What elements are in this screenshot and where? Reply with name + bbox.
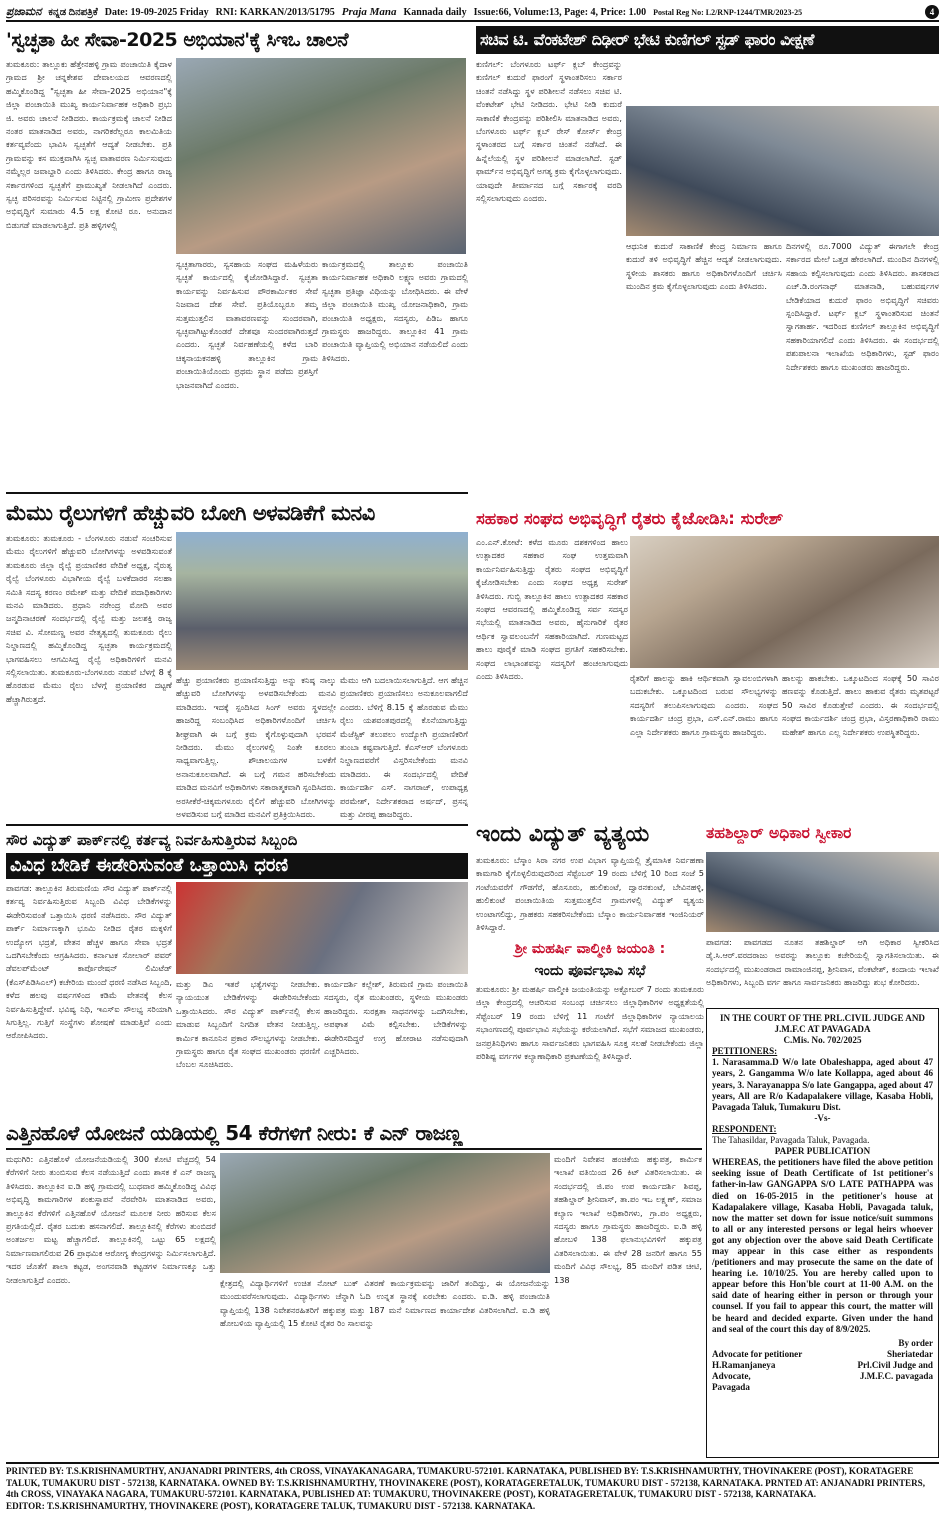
story-ettinahole-col2: ಕ್ಷೇತ್ರದಲ್ಲಿ ವಿದ್ಯಾರ್ಥಿಗಳಿಗೆ ಉಚಿತ ನೋಟ್ ಬುಕ್ ವಿತರಣೆ ಕಾರ್ಯಕ್ರಮವನ್ನು ಜಾರಿಗೆ ತಂದಿದ್ದು, ಈ ಯೋಜನೆಯನ್ನು ಮುಂದುವರೆಸಲಾಗುವುದು. ವಿದ್ಯಾರ್ಥಿಗಳು ಚೆನ್ನಾಗಿ ಓದಿ ಉನ್ನತ ಸ್ಥಾನಕ್ಕೆ ಏರಬೇಕು ಎಂದರು. ಐ.ಡಿ. ಹಳ್ಳಿ ಪಂಚಾಯಿತಿ ವ್ಯಾಪ್ತಿಯಲ್ಲಿ 138 ನಿವೇಶನರಹಿತರಿಗೆ ಹಕ್ಕುಪತ್ರ ಮತ್ತು 187 ಮನೆ ನಿರ್ಮಾಣದ ಕಾರ್ಯಾದೇಶ ವಿತರಿಸಲಾಗಿದೆ. ಐ.ಡಿ ಹಳ್ಳಿ ಹೋಬಳಿಯ ವ್ಯಾಪ್ತಿಯಲ್ಲಿ 15 ಕೋಟಿ ರೈತರ ರಿಂ ಸಾಲವನ್ನು bbox=[220, 1278, 550, 1329]
court-respondent-label: RESPONDENT: bbox=[712, 1123, 777, 1134]
headline-valmiki: ಶ್ರೀ ಮಹರ್ಷಿ ವಾಲ್ಮೀಕಿ ಜಯಂತಿ : bbox=[514, 941, 666, 957]
story-minister-col1: ಕುಣಿಗಲ್: ಬೆಂಗಳೂರು ಟರ್ಫ್ ಕ್ಲಬ್ ಕೇಂದ್ರವನ್ನು ಕುಣಿಗಲ್ ಕುದುರೆ ಫಾರಂಗೆ ಸ್ಥಳಾಂತರಿಸಲು ಸರ್ಕಾರ ಚಿಂತನೆ ನಡೆಸಿದ್ದು ಸ್ಥಳ ಪರಿಶೀಲನೆ ನಡೆಸಲು ಸಚಿವ ಟಿ. ವೆಂಕಟೇಶ್ ಭೇಟಿ ನೀಡಿದರು. ಭೇಟಿ ನೀಡಿ ಕುದುರೆ ಸಾಕಾಣಿಕೆ ಕೇಂದ್ರವನ್ನು ಪರಿಶೀಲಿಸಿ ಮಾತನಾಡಿದ ಅವರು, ಬೆಂಗಳೂರು ಟರ್ಫ್ ಕ್ಲಬ್ ರೇಸ್ ಕೋರ್ಸ್ ಕೇಂದ್ರ ಸ್ಥಳಾಂತರದ ಬಗ್ಗೆ ಸರ್ಕಾರ ಚಿಂತನೆ ನಡೆಸಿದೆ. ಈ ಹಿನ್ನೆಲೆಯಲ್ಲಿ ಸ್ಥಳ ಪರಿಶೀಲನೆ ಮಾಡಲಾಗಿದೆ. ಸ್ಟಡ್ ಫಾರ್ಮ್‌ನ ಅಭಿವೃದ್ಧಿಗೆ ಅಗತ್ಯ ಕ್ರಮ ಕೈಗೊಳ್ಳಲಾಗುವುದು. ಯಾವುದೇ ತೀರ್ಮಾನದ ಬಗ್ಗೆ ಸರ್ಕಾರಕ್ಕೆ ವರದಿ ಸಲ್ಲಿಸಲಾಗುವುದು ಎಂದರು. bbox=[476, 59, 622, 204]
headline-ettinahole: ಎತ್ತಿನಹೊಳೆ ಯೋಜನೆ ಯಡಿಯಲ್ಲಿ 54 ಕೆರೆಗಳಿಗೆ ನೀರು: ಕೆ ಎನ್ ರಾಜಣ್ಣ bbox=[6, 1121, 463, 1145]
story-swachhata-col1: ತುಮಕೂರು: ತಾಲ್ಲೂಕು ಹೆತ್ತೇನಹಳ್ಳಿ ಗ್ರಾಮ ಪಂಚಾಯಿತಿ ಕೈದಾಳ ಗ್ರಾಮದ ಶ್ರೀ ಚನ್ನಕೇಶವ ದೇವಾಲಯದ ಆವರಣದಲ್ಲಿ ಹಮ್ಮಿಕೊಂಡಿದ್ದ "ಸ್ವಚ್ಛತಾ ಹೀ ಸೇವಾ-2025 ಅಭಿಯಾನ"ಕ್ಕೆ ಜಿಲ್ಲಾ ಪಂಚಾಯಿತಿ ಮುಖ್ಯ ಕಾರ್ಯನಿರ್ವಾಹಕ ಅಧಿಕಾರಿ ಪ್ರಭು ಜಿ. ಅವರು ಚಾಲನೆ ನೀಡಿದರು. ಕಾರ್ಯಕ್ರಮಕ್ಕೆ ಚಾಲನೆ ನೀಡಿದ ನಂತರ ಮಾತನಾಡಿದ ಅವರು, ನಾಗರಿಕರೆಲ್ಲರೂ ಕಾಲಮಿತಿಯ ಕರ್ತವ್ಯವೆಂದು ಭಾವಿಸಿ ಸ್ವಚ್ಛತೆಗೆ ಆದ್ಯತೆ ನೀಡಬೇಕು. ಪ್ರತಿ ಗ್ರಾಮವನ್ನು ಕಸ ಮುಕ್ತವಾಗಿಸಿ ಸ್ವಚ್ಛ ವಾತಾವರಣ ನಿರ್ಮಿಸುವುದು ನಮ್ಮೆಲ್ಲರ ಜವಾಬ್ದಾರಿ ಎಂದು ತಿಳಿಸಿದರು. ಕೇಂದ್ರ ಹಾಗೂ ರಾಜ್ಯ ಸರ್ಕಾರಗಳಿಂದ ಸ್ವಚ್ಛತೆಗೆ ಪ್ರಾಮುಖ್ಯತೆ ನೀಡಲಾಗಿದೆ ಎಂದರು. ಸ್ವಚ್ಛ ಪರಿಸರವನ್ನು ನಿರ್ಮಿಸುವ ನಿಟ್ಟಿನಲ್ಲಿ ಗ್ರಾಮೀಣ ಪ್ರದೇಶಗಳ ಅಭಿವೃದ್ಧಿಗೆ ಸುಮಾರು 4.5 ಲಕ್ಷ ಕೋಟಿ ರೂ. ಅನುದಾನ ಬಿಡುಗಡೆ ಮಾಡಲಾಗುತ್ತಿದೆ. ಪ್ರತಿ ಹಳ್ಳಿಗಳಲ್ಲಿ bbox=[6, 59, 172, 230]
headline-meeting: ಇಂದು ಪೂರ್ವಭಾವಿ ಸಭೆ bbox=[534, 963, 646, 979]
court-case-number: C.Mis. No. 702/2025 bbox=[783, 1035, 862, 1046]
masthead-name: Praja Mana bbox=[341, 6, 397, 18]
story-cooperative-col1: ಎಂ.ಎನ್.ಕೋಟೆ: ಕಳೆದ ಮೂರು ದಶಕಗಳಿಂದ ಹಾಲು ಉತ್ಪಾದಕರ ಸಹಕಾರ ಸಂಘ ಉತ್ತಮವಾಗಿ ಕಾರ್ಯನಿರ್ವಹಿಸುತ್ತಿದ್ದು ರೈತರು ಸಂಘದ ಅಭಿವೃದ್ಧಿಗೆ ಕೈಜೋಡಿಸಬೇಕು ಎಂದು ಸಂಘದ ಅಧ್ಯಕ್ಷ ಸುರೇಶ್ ತಿಳಿಸಿದರು. ಗುಬ್ಬಿ ತಾಲ್ಲೂಕಿನ ಹಾಲು ಉತ್ಪಾದಕರ ಸಹಕಾರ ಸಂಘದ ಆವರಣದಲ್ಲಿ ಹಮ್ಮಿಕೊಂಡಿದ್ದ ಸರ್ವ ಸದಸ್ಯರ ಸಭೆಯಲ್ಲಿ ಮಾತನಾಡಿದ ಅವರು, ಹೈನುಗಾರಿಕೆ ರೈತರ ಆರ್ಥಿಕ ಸ್ವಾವಲಂಬನೆಗೆ ಸಹಕಾರಿಯಾಗಿದೆ. ಗುಣಮಟ್ಟದ ಹಾಲು ಪೂರೈಕೆ ಮಾಡಿ ಸಂಘದ ಪ್ರಗತಿಗೆ ಸಹಕರಿಸಬೇಕು. ಸಂಘದ ಲಾಭಾಂಶವನ್ನು ಸದಸ್ಯರಿಗೆ ಹಂಚಲಾಗುವುದು ಎಂದು ತಿಳಿಸಿದರು. bbox=[476, 537, 628, 682]
imprint-footer bbox=[6, 1462, 939, 1520]
headline-cooperative: ಸಹಕಾರ ಸಂಘದ ಅಭಿವೃದ್ಧಿಗೆ ರೈತರು ಕೈಜೋಡಿಸಿ: ಸುರೇಶ್ bbox=[476, 508, 784, 528]
court-petitioners-label: PETITIONERS: bbox=[712, 1046, 778, 1057]
court-sign-sheriatedar: Sheriatedar bbox=[887, 1348, 933, 1359]
masthead-issue: Issue:66, Volume:13, Page: 4, Price: 1.00 bbox=[473, 6, 647, 18]
story-swachhata-col3: ಕಾರ್ಯಕ್ರಮದಲ್ಲಿ ತಾಲ್ಲೂಕು ಪಂಚಾಯಿತಿ ಕಾರ್ಯನಿರ್ವಾಹಕ ಅಧಿಕಾರಿ ಲಕ್ಷ್ಮಣ ಅವರು ಗ್ರಾಮದಲ್ಲಿ ಸ್ವಚ್ಛತಾ ಪ್ರತಿಜ್ಞಾ ವಿಧಿಯನ್ನು ಬೋಧಿಸಿದರು. ಈ ವೇಳೆ ಜಿಲ್ಲಾ ಪಂಚಾಯಿತಿ ಮುಖ್ಯ ಯೋಜನಾಧಿಕಾರಿ, ಗ್ರಾಮ ಪಂಚಾಯಿತಿ ಅಧ್ಯಕ್ಷರು, ಸದಸ್ಯರು, ಪಿಡಿಒ ಹಾಗೂ ಗ್ರಾಮಸ್ಥರು ಹಾಜರಿದ್ದರು. ತಾಲ್ಲೂಕಿನ 41 ಗ್ರಾಮ ಪಂಚಾಯಿತಿ ವ್ಯಾಪ್ತಿಯಲ್ಲಿ ಅಭಿಯಾನ ನಡೆಯಲಿದೆ ಎಂದು ತಿಳಿಸಿದರು. bbox=[322, 259, 468, 363]
masthead-name-sub: Kannada daily bbox=[403, 6, 467, 18]
headline-memu-train: ಮೆಮು ರೈಲುಗಳಿಗೆ ಹೆಚ್ಚುವರಿ ಬೋಗಿ ಅಳವಡಿಕೆಗೆ ಮನವಿ bbox=[6, 500, 375, 525]
court-sign-judge: Prl.Civil Judge and bbox=[857, 1359, 933, 1370]
imprint-editor: EDITOR: T.S.KRISHNAMURTHY, THOVINAKERE (POST), KORATAGERE TALUK, TUMAKURU DIST - 572138. KARNATAKA. bbox=[6, 1500, 536, 1511]
court-order: By order bbox=[898, 1337, 933, 1348]
court-notice bbox=[706, 1008, 939, 1458]
court-body: WHEREAS, the petitioners have filed the above petition seeking issue of Death Certificate of 1st petitioner's father-in-law GANGAPPA S/O LATE PATHAPPA was died on 16-05-2015 in the petitioner's house at Kadapalakere village, Kasaba Hobli, Pavagada taluk, now the matter set down for issue notice/suit summons to all or any interested persons or legal heirs whoever got any objection over the above said Death Certificate may appear in this case either as respondents /petitioners and may prosecute the same on the date of hearing i.e. 10/10/25. You are hereby called upon to appear before this Hon'ble court at 11-00 A.M. on the said date of hearing either in person or through your counsel. If you fail to appear this court, the matter will be heard and decided exparte. Given under the hand and seal of the court this day of 8/9/2025. bbox=[712, 1157, 933, 1334]
court-signatures bbox=[712, 1349, 933, 1393]
court-publication-title: PAPER PUBLICATION bbox=[774, 1146, 871, 1157]
court-respondent: The Tahasildar, Pavagada Taluk, Pavagada. bbox=[712, 1135, 870, 1146]
story-minister-col3: ದಿನಗಳಲ್ಲಿ ರೂ.7000 ವಿದ್ಯುತ್ ಈಗಾಗಲೇ ಕೇಂದ್ರ ಸರ್ಕಾರದ ಮೇಲೆ ಒತ್ತಡ ಹೇರಲಾಗಿದೆ. ಮುಂದಿನ ದಿನಗಳಲ್ಲಿ ಸಹಾಯ ಕಲ್ಪಿಸಲಾಗುವುದು ಎಂದು ತಿಳಿಸಿದರು. ಶಾಸಕರಾದ ಎಚ್.ಡಿ.ರಂಗನಾಥ್ ಮಾತನಾಡಿ, ಬಹುವರ್ಷಗಳ ಬೇಡಿಕೆಯಾದ ಕುದುರೆ ಫಾರಂ ಅಭಿವೃದ್ಧಿಗೆ ಸಚಿವರು ಸ್ಪಂದಿಸಿದ್ದಾರೆ. ಟರ್ಫ್ ಕ್ಲಬ್ ಸ್ಥಳಾಂತರಿಸುವ ಚಿಂತನೆ ಸ್ವಾಗತಾರ್ಹ. ಇದರಿಂದ ಕುಣಿಗಲ್ ತಾಲ್ಲೂಕಿನ ಅಭಿವೃದ್ಧಿಗೆ ಸಹಕಾರಿಯಾಗಲಿದೆ ಎಂದು ತಿಳಿಸಿದರು. ಈ ಸಂದರ್ಭದಲ್ಲಿ ಪಶುಪಾಲನಾ ಇಲಾಖೆಯ ಅಧಿಕಾರಿಗಳು, ಸ್ಟಡ್ ಫಾರಂ ನಿರ್ದೇಶಕರು ಹಾಗೂ ಮುಖಂಡರು ಹಾಜರಿದ್ದರು. bbox=[786, 241, 939, 372]
masthead-tagline: ಕನ್ನಡ ದಿನಪತ್ರಿಕೆ bbox=[48, 6, 98, 18]
masthead-date: Date: 19-09-2025 Friday bbox=[104, 6, 209, 18]
court-advocate-block bbox=[712, 1349, 802, 1393]
court-judge-block bbox=[857, 1349, 933, 1393]
story-solar-col3: ಕಾರ್ಯದರ್ಶಿ ಕಲ್ಲೇಶ್, ತಿರುಮಣಿ ಗ್ರಾಮ ಪಂಚಾಯಿತಿ ಸದಸ್ಯರು, ರೈತ ಮುಖಂಡರು, ಸ್ಥಳೀಯ ಮುಖಂಡರು ಹಾಜರಿದ್ದರು. ಸುರಕ್ಷತಾ ಸಾಧನಗಳನ್ನು ಒದಗಿಸಬೇಕು, ಅಪಘಾತ ವಿಮೆ ಕಲ್ಪಿಸಬೇಕು. ಬೇಡಿಕೆಗಳನ್ನು ಈಡೇರಿಸದಿದ್ದರೆ ಉಗ್ರ ಹೋರಾಟ ನಡೆಸುವುದಾಗಿ ಎಚ್ಚರಿಸಿದರು. bbox=[324, 979, 468, 1057]
masthead bbox=[6, 4, 939, 22]
court-advocate-place: Pavagada bbox=[712, 1382, 750, 1393]
photo-solar-protest bbox=[176, 882, 468, 974]
page-number: 4 bbox=[925, 5, 939, 19]
court-sign-jmfc: J.M.F.C. pavagada bbox=[859, 1371, 933, 1381]
story-swachhata-col2: ಸ್ವಚ್ಛತಾಗಾರರು, ಸ್ವಸಹಾಯ ಸಂಘದ ಮಹಿಳೆಯರು ಸ್ವಚ್ಛತೆ ಕಾರ್ಯದಲ್ಲಿ ಕೈಜೋಡಿಸಿದ್ದಾರೆ. ಸ್ವಚ್ಛತಾ ಕಾರ್ಯವನ್ನು ನಿರ್ವಹಿಸುವ ಪೌರಕಾರ್ಮಿಕರ ಸೇವೆ ನಿಜವಾದ ದೇಶ ಸೇವೆ. ಪ್ರತಿಯೊಬ್ಬರೂ ತಮ್ಮ ಸುತ್ತಮುತ್ತಲಿನ ವಾತಾವರಣವನ್ನು ಸುಂದರವಾಗಿ, ಸ್ವಚ್ಛವಾಗಿಟ್ಟುಕೊಂಡರೆ ದೇಶವೂ ಸುಂದರವಾಗಿರುತ್ತದೆ ಎಂದರು. ಸ್ವಚ್ಛತೆ ನಿರ್ವಹಣೆಯಲ್ಲಿ ಕಳೆದ ಬಾರಿ ಚಿಕ್ಕನಾಯಕನಹಳ್ಳಿ ತಾಲ್ಲೂಕಿನ ಗ್ರಾಮ ಪಂಚಾಯಿತಿಯೊಂದು ಪ್ರಥಮ ಸ್ಥಾನ ಪಡೆದು ಪ್ರಶಸ್ತಿಗೆ ಭಾಜನವಾಗಿದೆ ಎಂದರು. bbox=[176, 259, 318, 390]
masthead-logo: ಪ್ರಜಾಮನ bbox=[6, 5, 42, 18]
headline-solar-staff: ಸೌರ ವಿದ್ಯುತ್ ಪಾರ್ಕ್‌ನಲ್ಲಿ ಕರ್ತವ್ಯ ನಿರ್ವಹಿಸುತ್ತಿರುವ ಸಿಬ್ಬಂದಿ bbox=[6, 830, 298, 849]
court-advocate-role: Advocate, bbox=[712, 1371, 751, 1381]
story-ettinahole-col3: ಮಂದಿಗೆ ನಿವೇಶನ ಹಂಚಿಕೆಯ ಹಕ್ಕುಪತ್ರ, ಕಾರ್ಮಿಕ ಇಲಾಖೆ ವತಿಯಿಂದ 26 ಕಿಟ್ ವಿತರಿಸಲಾಯಿತು. ಈ ಸಂದರ್ಭದಲ್ಲಿ ಜಿ.ಪಂ ಉಪ ಕಾರ್ಯದರ್ಶಿ ಶಿವಪ್ಪ, ತಹಶಿಲ್ದಾರ್ ಶ್ರೀನಿವಾಸ್, ತಾ.ಪಂ ಇಒ ಲಕ್ಷ್ಮಣ್, ಸಮಾಜ ಕಲ್ಯಾಣ ಇಲಾಖೆ ಅಧಿಕಾರಿಗಳು, ಗ್ರಾ.ಪಂ ಅಧ್ಯಕ್ಷರು, ಸದಸ್ಯರು ಹಾಗೂ ಗ್ರಾಮಸ್ಥರು ಹಾಜರಿದ್ದರು. ಐ.ಡಿ ಹಳ್ಳಿ ಹೋಬಳಿ 138 ಫಲಾನುಭವಿಗಳಿಗೆ ಹಕ್ಕುಪತ್ರ ವಿತರಿಸಲಾಯಿತು. ಈ ವೇಳೆ 28 ಜನರಿಗೆ ಹಾಗೂ 55 ಮಂದಿಗೆ ವಿವಿಧ ಸೌಲಭ್ಯ, 85 ಮಂದಿಗೆ ಪಡಿತ ಚೀಟಿ, 138 bbox=[554, 1154, 702, 1285]
headline-protest: ವಿವಿಧ ಬೇಡಿಕೆ ಈಡೇರಿಸುವಂತೆ ಒತ್ತಾಯಿಸಿ ಧರಣಿ bbox=[6, 853, 468, 879]
story-memu-col2: ಹೆಚ್ಚು ಪ್ರಯಾಣಿಕರು ಪ್ರಯಾಣಿಸುತ್ತಿದ್ದು ಅನ್ನು ಕನಿಷ್ಠ ನಾಲ್ಕು ಹೆಚ್ಚುವರಿ ಬೋಗಿಗಳನ್ನು ಅಳವಡಿಸಬೇಕೆಂದು ಮನವಿ ಮಾಡಿದರು. ಇದಕ್ಕೆ ಸ್ಪಂದಿಸಿದ ಸಿಂಗ್ ಅವರು ಸ್ಥಳದಲ್ಲೇ ಹಾಜರಿದ್ದ ಸಂಬಂಧಿಸಿದ ಅಧಿಕಾರಿಗಳೊಂದಿಗೆ ಚರ್ಚಿಸಿ ಶೀಘ್ರವಾಗಿ ಈ ಬಗ್ಗೆ ಕ್ರಮ ಕೈಗೊಳ್ಳುವುದಾಗಿ ಭರವಸೆ ನೀಡಿದರು. ಮೆಮು ರೈಲುಗಳಲ್ಲಿ ನಿಂತೇ ಕೂರಲು ಸಾಧ್ಯವಾಗುತ್ತಿಲ್ಲ. ಶೌಚಾಲಯಗಳ ಬಳಕೆಗೆ ಅನಾನುಕೂಲವಾಗಿದೆ. ಈ ಬಗ್ಗೆ ಗಮನ ಹರಿಸಬೇಕೆಂದು ಮಾಡಿದ ಮನವಿಗೆ ಅಧಿಕಾರಿಗಳು ಸಕಾರಾತ್ಮಕವಾಗಿ ಸ್ಪಂದಿಸಿದರು. ಅರಸೀಕೆರೆ-ಚಿಕ್ಕಮಗಳೂರು ರೈಲಿಗೆ ಹೆಚ್ಚುವರಿ ಬೋಗಿಗಳನ್ನು ಅಳವಡಿಸುವ ಬಗ್ಗೆ ಮಾಡಿದ ಮನವಿಗೆ ಪ್ರತಿಕ್ರಿಯಿಸಿದರು. bbox=[176, 675, 336, 820]
story-power-cut: ತುಮಕೂರು: ಬೆಸ್ಕಾಂ ಸಿರಾ ನಗರ ಉಪ ವಿಭಾಗ ವ್ಯಾಪ್ತಿಯಲ್ಲಿ ತ್ರೈಮಾಸಿಕ ನಿರ್ವಹಣಾ ಕಾಮಗಾರಿ ಕೈಗೊಳ್ಳಲಿರುವುದರಿಂದ ಸೆಪ್ಟೆಂಬರ್ 19 ರಂದು ಬೆಳಿಗ್ಗೆ 10 ರಿಂದ ಸಂಜೆ 5 ಗಂಟೆಯವರೆಗೆ ಗೌಡಗೆರೆ, ಹೊಸೂರು, ಹುಲಿಕುಂಟೆ, ದ್ವಾರನಕುಂಟೆ, ಬೇವಿನಹಳ್ಳಿ, ಹುಲಿಕುಂಟೆ ಪಂಚಾಯಿತಿಯ ಸುತ್ತಮುತ್ತಲಿನ ಗ್ರಾಮಗಳಲ್ಲಿ ವಿದ್ಯುತ್ ವ್ಯತ್ಯಯ ಉಂಟಾಗಲಿದ್ದು, ಗ್ರಾಹಕರು ಸಹಕರಿಸಬೇಕೆಂದು ಬೆಸ್ಕಾಂ ಕಾರ್ಯನಿರ್ವಾಹಕ ಇಂಜಿನಿಯರ್ ತಿಳಿಸಿದ್ದಾರೆ. bbox=[476, 855, 704, 933]
story-cooperative-col3: ಹಾಲನ್ನು ಹಾಕಬೇಕು. ಒಕ್ಕೂಟದಿಂದ ಸಂಘಕ್ಕೆ 50 ಸಾವಿರ ಹಣವನ್ನು ಕೊಡುತ್ತಿದೆ. ಹಾಲು ಹಾಕುವ ರೈತರು ಮೃತಪಟ್ಟರೆ 50 ಸಾವಿರ ಕೊಡುತ್ತೇವೆ ಎಂದರು. ಈ ಸಂದರ್ಭದಲ್ಲಿ ಸಂಘದ ಕಾರ್ಯದರ್ಶಿ ಚಂದ್ರ ಪ್ರಭಾ, ವಿಸ್ತರಣಾಧಿಕಾರಿ ರಾಮು ಮಹೇಶ್ ಹಾಗೂ ಎಲ್ಲ ನಿರ್ದೇಶಕರು ಉಪಸ್ಥಿತರಿದ್ದರು. bbox=[782, 673, 939, 737]
divider-ettinahole bbox=[6, 1148, 702, 1150]
photo-ettinahole bbox=[220, 1153, 550, 1273]
divider-memu bbox=[6, 492, 468, 494]
photo-stud-farm bbox=[626, 106, 939, 236]
story-memu-col1: ತುಮಕೂರು: ತುಮಕೂರು - ಬೆಂಗಳೂರು ನಡುವೆ ಸಂಚರಿಸುವ ಮೆಮು ರೈಲುಗಳಿಗೆ ಹೆಚ್ಚುವರಿ ಬೋಗಿಗಳನ್ನು ಅಳವಡಿಸುವಂತೆ ತುಮಕೂರು ಜಿಲ್ಲಾ ರೈಲ್ವೆ ಪ್ರಯಾಣಿಕರ ವೇದಿಕೆ ಅಧ್ಯಕ್ಷ, ನೈರುತ್ಯ ರೈಲ್ವೆ ಬೆಂಗಳೂರು ವಿಭಾಗೀಯ ರೈಲ್ವೆ ಬಳಕೆದಾರರ ಸಲಹಾ ಸಮಿತಿ ಸದಸ್ಯ ಕರಣಂ ರಮೇಶ್ ಮತ್ತು ವೇದಿಕೆ ಪದಾಧಿಕಾರಿಗಳು ಮನವಿ ಮಾಡಿದರು. ಪ್ರಧಾನಿ ನರೇಂದ್ರ ಮೋದಿ ಅವರ ಜನ್ಮದಿನಾಚರಣೆ ಸಂದರ್ಭದಲ್ಲಿ ರೈಲ್ವೆ ಮತ್ತು ಜಲಶಕ್ತಿ ರಾಜ್ಯ ಸಚಿವ ವಿ. ಸೋಮಣ್ಣ ಅವರ ನೇತೃತ್ವದಲ್ಲಿ ತುಮಕೂರು ರೈಲು ನಿಲ್ದಾಣದಲ್ಲಿ ಹಮ್ಮಿಕೊಂಡಿದ್ದ ಸ್ವಚ್ಛತಾ ಕಾರ್ಯಕ್ರಮದಲ್ಲಿ ಭಾಗವಹಿಸಲು ಆಗಮಿಸಿದ್ದ ರೈಲ್ವೆ ಅಧಿಕಾರಿಗಳಿಗೆ ಮನವಿ ಸಲ್ಲಿಸಲಾಯಿತು. ತುಮಕೂರು-ಬೆಂಗಳೂರು ನಡುವೆ ಬೆಳಗ್ಗೆ 8 ಕ್ಕೆ ಹೊರಡುವ ಮೆಮು ರೈಲು ಬೆಳಗ್ಗೆ ಪ್ರಯಾಣಿಕರ ದಟ್ಟಣೆ ಹೆಚ್ಚಾಗಿರುತ್ತದೆ. bbox=[6, 533, 172, 704]
headline-power-cut: ಇಂದು ವಿದ್ಯುತ್ ವ್ಯತ್ಯಯ bbox=[476, 822, 650, 847]
photo-swachhata-event bbox=[176, 58, 466, 254]
story-solar-col1: ಪಾವಗಡ: ತಾಲ್ಲೂಕಿನ ತಿರುಮಣಿಯ ಸೌರ ವಿದ್ಯುತ್ ಪಾರ್ಕ್‌ನಲ್ಲಿ ಕರ್ತವ್ಯ ನಿರ್ವಹಿಸುತ್ತಿರುವ ಸಿಬ್ಬಂದಿ ವಿವಿಧ ಬೇಡಿಕೆಗಳನ್ನು ಈಡೇರಿಸುವಂತೆ ಒತ್ತಾಯಿಸಿ ಧರಣಿ ನಡೆಸಿದರು. ಸೌರ ವಿದ್ಯುತ್ ಪಾರ್ಕ್ ನಿರ್ಮಾಣಕ್ಕಾಗಿ ಭೂಮಿ ನೀಡಿದ ರೈತರ ಮಕ್ಕಳಿಗೆ ಉದ್ಯೋಗ ಭದ್ರತೆ, ವೇತನ ಹೆಚ್ಚಳ ಹಾಗೂ ಸೇವಾ ಭದ್ರತೆ ಒದಗಿಸಬೇಕೆಂದು ಆಗ್ರಹಿಸಿದರು. ಕರ್ನಾಟಕ ಸೋಲಾರ್ ಪವರ್ ಡೆವಲಪ್‌ಮೆಂಟ್ ಕಾರ್ಪೊರೇಷನ್ ಲಿಮಿಟೆಡ್ (ಕೆಎಸ್‌ಪಿಡಿಸಿಎಲ್) ಕಚೇರಿಯ ಮುಂದೆ ಧರಣಿ ನಡೆಸಿದ ಸಿಬ್ಬಂದಿ, ಕಳೆದ ಹಲವು ವರ್ಷಗಳಿಂದ ಕಡಿಮೆ ವೇತನಕ್ಕೆ ಕೆಲಸ ನಿರ್ವಹಿಸುತ್ತಿದ್ದೇವೆ. ಭವಿಷ್ಯ ನಿಧಿ, ಇಎಸ್‌ಐ ಸೌಲಭ್ಯ ಸರಿಯಾಗಿ ಸಿಗುತ್ತಿಲ್ಲ. ಗುತ್ತಿಗೆ ಸಂಸ್ಥೆಗಳು ಶೋಷಣೆ ಮಾಡುತ್ತಿವೆ ಎಂದು ಆರೋಪಿಸಿದರು. bbox=[6, 883, 172, 1041]
masthead-postal: Postal Reg No: L2/RNP-1244/TMR/2023-25 bbox=[653, 7, 803, 17]
story-solar-col2: ಮತ್ತು ಡಿಎ ಇತರೆ ಭತ್ಯೆಗಳನ್ನು ನೀಡಬೇಕು. ನ್ಯಾಯಯುತ ಬೇಡಿಕೆಗಳನ್ನು ಈಡೇರಿಸಬೇಕೆಂದು ಒತ್ತಾಯಿಸಿದರು. ಸೌರ ವಿದ್ಯುತ್ ಪಾರ್ಕ್‌ನಲ್ಲಿ ಕೆಲಸ ಮಾಡುವ ಸಿಬ್ಬಂದಿಗೆ ನಿಗದಿತ ವೇತನ ನೀಡುತ್ತಿಲ್ಲ. ಕಾರ್ಮಿಕ ಕಾನೂನಿನ ಪ್ರಕಾರ ಸೌಲಭ್ಯಗಳನ್ನು ನೀಡಬೇಕು. ಗ್ರಾಮಸ್ಥರು ಹಾಗೂ ರೈತ ಸಂಘದ ಮುಖಂಡರು ಧರಣಿಗೆ ಬೆಂಬಲ ಸೂಚಿಸಿದರು. bbox=[176, 979, 320, 1070]
masthead-rni: RNI: KARKAN/2013/51795 bbox=[215, 6, 335, 18]
photo-tahsildar bbox=[706, 852, 939, 932]
story-cooperative-col2: ರೈತರಿಗೆ ಹಾಲನ್ನು ಹಾಕಿ ಆರ್ಥಿಕವಾಗಿ ಸ್ವಾವಲಂಬಿಗಳಾಗಿ ಬದುಕಬೇಕು. ಒಕ್ಕೂಟದಿಂದ ಬರುವ ಸೌಲಭ್ಯಗಳನ್ನು ಸದಸ್ಯರಿಗೆ ತಲುಪಿಸಲಾಗುವುದು ಎಂದರು. ಸಂಘದ ಕಾರ್ಯದರ್ಶಿ ಚಂದ್ರ ಪ್ರಭಾ, ಎಸ್.ಎನ್.ರಾಮು ಹಾಗೂ ಎಲ್ಲಾ ನಿರ್ದೇಶಕರು ಹಾಗೂ ಗ್ರಾಮಸ್ಥರು ಹಾಜರಿದ್ದರು. bbox=[630, 673, 778, 737]
court-petitioners: 1. Narasamma.D W/o late Obaleshappa, aged about 47 years, 2. Gangamma W/o late Kollappa, aged about 46 years, 3. Narayanappa S/o late Gangappa, aged about 47 years, All are R/o Kadapalakere village, Kasaba Hobli, Pavagada Taluk, Tumakuru Dist. bbox=[712, 1057, 933, 1112]
story-memu-col3: ಮೆಮು ಆಗಿ ಬದಲಾಯಿಸಲಾಗುತ್ತಿದೆ. ಆಗ ಹೆಚ್ಚಿನ ಪ್ರಯಾಣಿಕರು ಪ್ರಯಾಣಿಸಲು ಅನುಕೂಲವಾಗಲಿದೆ ಎಂದರು. ಬೆಳಿಗ್ಗೆ 8.15 ಕ್ಕೆ ಹೊರಡುವ ಮೆಮು ರೈಲು ಯಶವಂತಪುರದಲ್ಲಿ ಕೊನೆಯಾಗುತ್ತಿದ್ದು ಮೆಜೆಸ್ಟಿಕ್ ತಲುಪಲು ಉದ್ಯೋಗಿ ಪ್ರಯಾಣಿಕರಿಗೆ ತುಂಬಾ ಕಷ್ಟವಾಗುತ್ತಿದೆ. ಕೆಎಸ್‌ಆರ್ ಬೆಂಗಳೂರು ನಿಲ್ದಾಣದವರೆಗೆ ವಿಸ್ತರಿಸಬೇಕೆಂದು ಮನವಿ ಮಾಡಿದರು. ಈ ಸಂದರ್ಭದಲ್ಲಿ ವೇದಿಕೆ ಕಾರ್ಯದರ್ಶಿ ಎಸ್. ನಾಗರಾಜ್, ಉಪಾಧ್ಯಕ್ಷ ಪರಮೇಶ್, ನಿರ್ದೇಶಕರಾದ ಅರ್ಷದ್, ಪ್ರಸನ್ನ ಮತ್ತು ವೀರಪ್ಪ ಹಾಜರಿದ್ದರು. bbox=[340, 675, 468, 820]
headline-swachhata: 'ಸ್ವಚ್ಛತಾ ಹೀ ಸೇವಾ-2025 ಅಭಿಯಾನ'ಕ್ಕೆ ಸಿಇಒ ಚಾಲನೆ bbox=[6, 28, 348, 51]
imprint-line1: PRINTED BY: T.S.KRISHNAMURTHY, ANJANADRI PRINTERS, 4th CROSS, VINAYAKANAGARA, TUMAKURU-572101. KARNATAKA, PUBLISHED BY: T.S.KRISHNAMURTHY, THOVINAKERE (POST), KORATAGERE TALUK, TUMAKURU DIST - 572138, KARNATAKA. OWNED BY: T.S.KRISHNAMURTHY, THOVINAKERE (POST), KORATAGERETALUK, TUMAKURU DIST - 572138, KARNATAKA. PRNTED AT: ANJANADRI PRINTERS, 4th CROSS, VINAYAKA NAGARA, TUMAKURU-572101. KARNATAKA, PUBLISHED AT: TUMAKURU, THOVINAKERE (POST), KORATAGERETALUK, TUMAKURU DIST - 572138, KARNATAKA. bbox=[6, 1466, 925, 1499]
story-minister-col2: ಆಧುನಿಕ ಕುದುರೆ ಸಾಕಾಣಿಕೆ ಕೇಂದ್ರ ನಿರ್ಮಾಣ ಹಾಗೂ ಕುದುರೆ ತಳಿ ಅಭಿವೃದ್ಧಿಗೆ ಹೆಚ್ಚಿನ ಆದ್ಯತೆ ನೀಡಲಾಗುವುದು. ಸ್ಥಳೀಯ ಶಾಸಕರು ಹಾಗೂ ಅಧಿಕಾರಿಗಳೊಂದಿಗೆ ಚರ್ಚಿಸಿ ಮುಂದಿನ ಕ್ರಮ ಕೈಗೊಳ್ಳಲಾಗುವುದು ಎಂದು ತಿಳಿಸಿದರು. bbox=[626, 241, 782, 292]
photo-cooperative bbox=[630, 536, 939, 668]
story-valmiki: ತುಮಕೂರು: ಶ್ರೀ ಮಹರ್ಷಿ ವಾಲ್ಮೀಕಿ ಜಯಂತಿಯನ್ನು ಅಕ್ಟೋಬರ್ 7 ರಂದು ತುಮಕೂರು ಜಿಲ್ಲಾ ಕೇಂದ್ರದಲ್ಲಿ ಆಚರಿಸುವ ಸಂಬಂಧ ಚರ್ಚಿಸಲು ಜಿಲ್ಲಾಧಿಕಾರಿಗಳ ಅಧ್ಯಕ್ಷತೆಯಲ್ಲಿ ಸೆಪ್ಟೆಂಬರ್ 19 ರಂದು ಬೆಳಿಗ್ಗೆ 11 ಗಂಟೆಗೆ ಜಿಲ್ಲಾಧಿಕಾರಿಗಳ ನ್ಯಾಯಾಲಯ ಸಭಾಂಗಣದಲ್ಲಿ ಪೂರ್ವಭಾವಿ ಸಭೆಯನ್ನು ಕರೆಯಲಾಗಿದೆ. ಸಭೆಗೆ ಸಮಾಜದ ಮುಖಂಡರು, ಜನಪ್ರತಿನಿಧಿಗಳು ಹಾಗೂ ಸಾರ್ವಜನಿಕರು ಭಾಗವಹಿಸಿ ಸೂಕ್ತ ಸಲಹೆ ನೀಡಬೇಕೆಂದು ಜಿಲ್ಲಾ ಪರಿಶಿಷ್ಟ ವರ್ಗಗಳ ಕಲ್ಯಾಣಾಧಿಕಾರಿ ಪ್ರಕಟಣೆಯಲ್ಲಿ ತಿಳಿಸಿದ್ದಾರೆ. bbox=[476, 984, 704, 1062]
photo-memu-railway bbox=[176, 532, 468, 670]
court-vs: -Vs- bbox=[814, 1112, 831, 1123]
court-advocate-label: Advocate for petitioner bbox=[712, 1348, 803, 1359]
divider-solar bbox=[6, 824, 468, 826]
story-ettinahole-col1: ಮಧುಗಿರಿ: ಎತ್ತಿನಹೊಳೆ ಯೋಜನೆಯಡಿಯಲ್ಲಿ 300 ಕೋಟಿ ವೆಚ್ಚದಲ್ಲಿ 54 ಕೆರೆಗಳಿಗೆ ನೀರು ತುಂಬಿಸುವ ಕೆಲಸ ನಡೆಯುತ್ತಿದೆ ಎಂದು ಶಾಸಕ ಕೆ ಎನ್ ರಾಜಣ್ಣ ತಿಳಿಸಿದರು. ತಾಲ್ಲೂಕಿನ ಐ.ಡಿ ಹಳ್ಳಿ ಗ್ರಾಮದಲ್ಲಿ ಬುಧವಾರ ಹಮ್ಮಿಕೊಂಡಿದ್ದ ವಿವಿಧ ಅಭಿವೃದ್ಧಿ ಕಾಮಗಾರಿಗಳ ಶಂಕುಸ್ಥಾಪನೆ ನೆರವೇರಿಸಿ ಮಾತನಾಡಿದ ಅವರು, ತಾಲ್ಲೂಕಿನ ಕೆರೆಗಳಿಗೆ ಎತ್ತಿನಹೊಳೆ ಯೋಜನೆ ಮೂಲಕ ನೀರು ಹರಿಸುವ ಕೆಲಸ ಪ್ರಗತಿಯಲ್ಲಿದೆ. ರೈತರ ಬದುಕು ಹಸನಾಗಲಿದೆ. ತಾಲ್ಲೂಕಿನಲ್ಲಿ ಕೆರೆಗಳು ತುಂಬಿದರೆ ಅಂತರ್ಜಲ ಮಟ್ಟ ಹೆಚ್ಚಾಗಲಿದೆ. ತಾಲ್ಲೂಕಿನಲ್ಲಿ ಒಟ್ಟು 65 ಲಕ್ಷದಲ್ಲಿ ನಿರ್ಮಾಣವಾಗಲಿರುವ 26 ಪ್ರಾಥಮಿಕ ಆರೋಗ್ಯ ಕೇಂದ್ರಗಳನ್ನು ನಿರ್ಮಿಸಲಾಗುತ್ತಿದೆ. ಇದರ ಜೊತೆಗೆ ಶಾಲಾ ಕಟ್ಟಡ, ಅಂಗನವಾಡಿ ಕಟ್ಟಡಗಳ ನಿರ್ಮಾಣಕ್ಕೂ ಒತ್ತು ನೀಡಲಾಗುತ್ತಿದೆ ಎಂದರು. bbox=[6, 1154, 216, 1285]
headline-minister-visit: ಸಚಿವ ಟಿ. ವೆಂಕಟೇಶ್ ದಿಢೀರ್ ಭೇಟಿ ಕುಣಿಗಲ್ ಸ್ಟಡ್ ಫಾರಂ ವೀಕ್ಷಣೆ bbox=[476, 26, 939, 54]
headline-tahsildar: ತಹಶಿಲ್ದಾರ್ ಅಧಿಕಾರ ಸ್ವೀಕಾರ bbox=[706, 824, 852, 843]
story-tahsildar: ಪಾವಗಡ: ಪಾವಗಡದ ನೂತನ ತಹಶಿಲ್ದಾರ್ ಆಗಿ ಅಧಿಕಾರ ಸ್ವೀಕರಿಸಿದ ಡೈ.ಸಿ.ಆರ್.ವರದರಾಜು ಅವರನ್ನು ತಾಲ್ಲೂಕು ಕಚೇರಿಯಲ್ಲಿ ಸ್ವಾಗತಿಸಲಾಯಿತು. ಈ ಸಂದರ್ಭದಲ್ಲಿ ಮುಖಂಡರಾದ ರಾಮಾಂಜಿನಪ್ಪ, ಶ್ರೀನಿವಾಸ, ವೆಂಕಟೇಶ್, ಕಂದಾಯ ಇಲಾಖೆ ಅಧಿಕಾರಿಗಳು, ಸಿಬ್ಬಂದಿ ವರ್ಗ ಹಾಗೂ ಸಾರ್ವಜನಿಕರು ಹಾಜರಿದ್ದು ಶುಭ ಕೋರಿದರು. bbox=[706, 937, 939, 988]
court-title: IN THE COURT OF THE PRL.CIVIL JUDGE AND J.M.F.C AT PAVAGADA bbox=[719, 1013, 925, 1035]
court-advocate-name: H.Ramanjaneya bbox=[712, 1359, 776, 1370]
